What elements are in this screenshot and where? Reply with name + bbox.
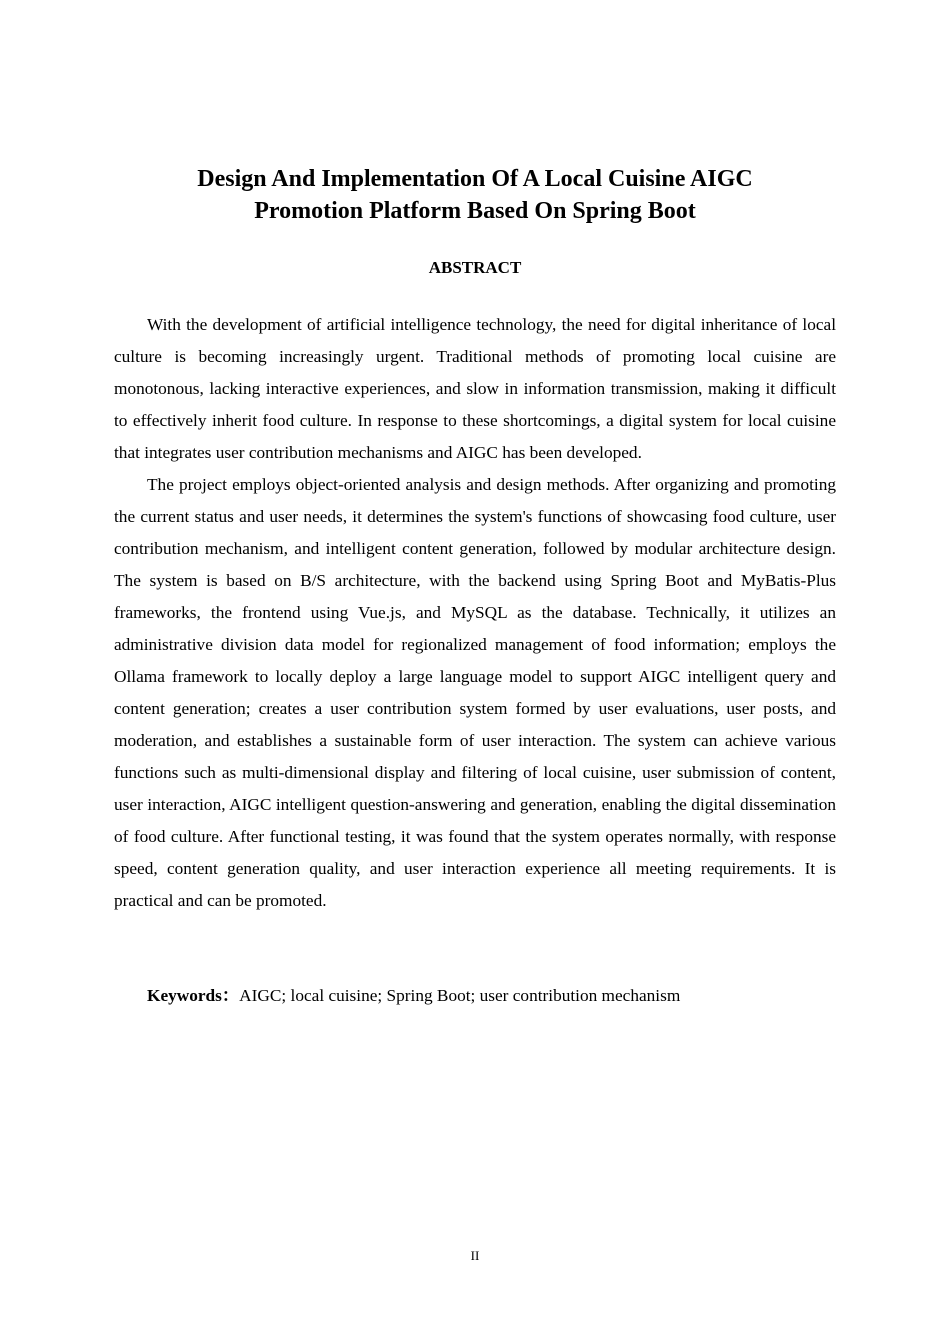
- document-title: Design And Implementation Of A Local Cuisine AIGC Promotion Platform Based On Spring Boot: [197, 166, 753, 224]
- page-number: II: [470, 1248, 480, 1263]
- keywords-label: Keywords：: [147, 986, 240, 1005]
- abstract-paragraph-2: The project employs object-oriented analysis and design methods. After organizing and promoting the current status and user needs, it determines the system's functions of showcasing food culture, user contribution mechanism, and intelligent content generation, followed by modular architecture design. The system is based on B/S architecture, with the backend using Spring Boot and MyBatis-Plus frameworks, the frontend using Vue.js, and MySQL as the database. Technically, it utilizes an administrative division data model for regionalized management of food information; employs the Ollama framework to locally deploy a large language model to support AIGC intelligent query and content generation; creates a user contribution system formed by user evaluations, user posts, and moderation, and establishes a sustainable form of user interaction. The system can achieve various functions such as multi-dimensional display and filtering of local cuisine, user submission of content, user interaction, AIGC intelligent question-answering and generation, enabling the digital dissemination of food culture. After functional testing, it was found that the system operates normally, with response speed, content generation quality, and user interaction experience all meeting requirements. It is practical and can be promoted.: [114, 475, 836, 910]
- abstract-body: [114, 309, 836, 917]
- abstract-heading: ABSTRACT: [428, 258, 522, 277]
- keywords-line: [114, 980, 836, 1012]
- abstract-paragraph-1: With the development of artificial intelligence technology, the need for digital inheritance of local culture is becoming increasingly urgent. Traditional methods of promoting local cuisine are monotonous, lacking interactive experiences, and slow in information transmission, making it difficult to effectively inherit food culture. In response to these shortcomings, a digital system for local cuisine that integrates user contribution mechanisms and AIGC has been developed.: [114, 315, 836, 462]
- keywords-text: AIGC; local cuisine; Spring Boot; user contribution mechanism: [239, 986, 681, 1005]
